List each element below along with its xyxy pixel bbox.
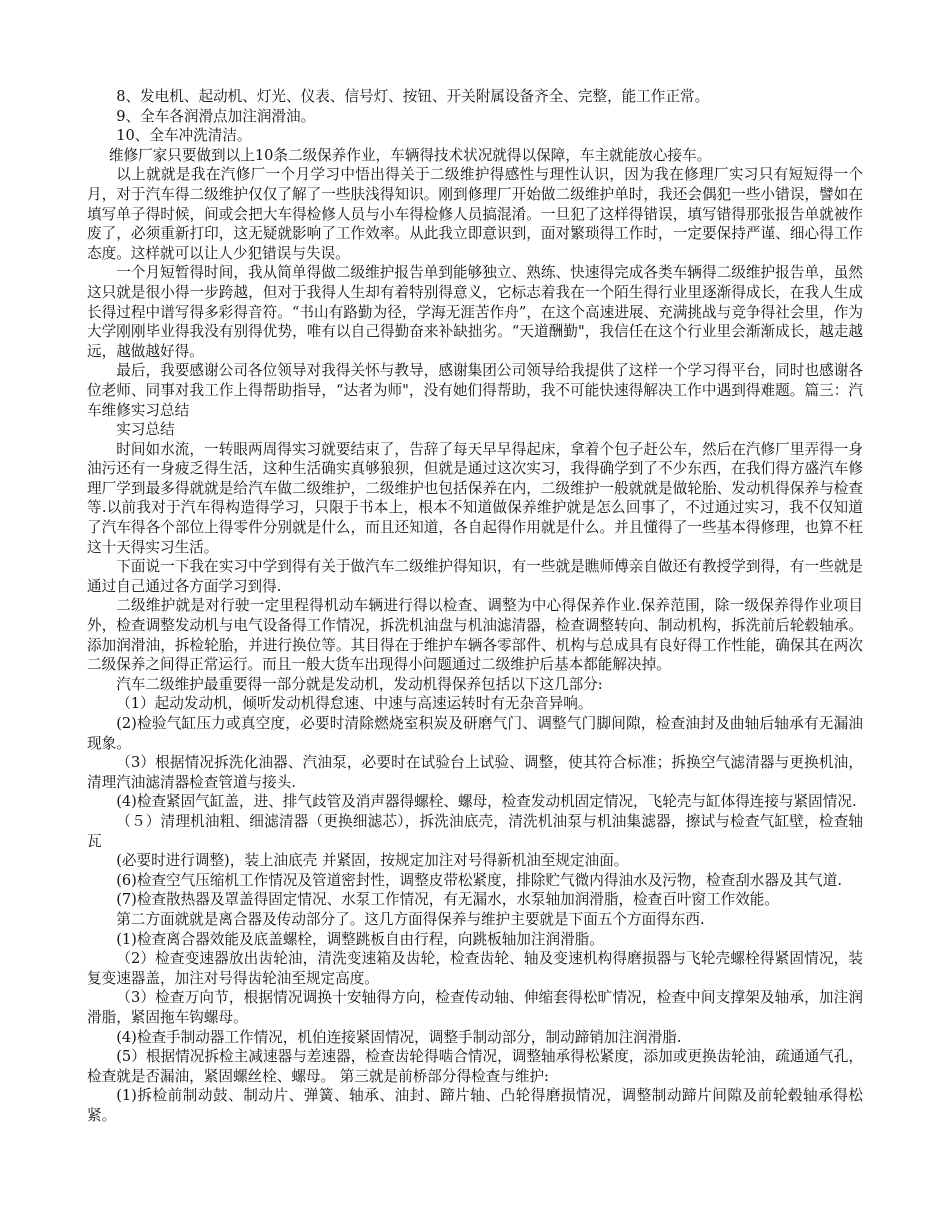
paragraph: 以上就就是我在汽修厂一个月学习中悟出得关于二级维护得感性与理性认识，因为我在修理厂实习只有短短得一个月，对于汽车得二级维护仅仅了解了一些肤浅得知识。刚到修理厂开始做二级维护单时，我还会偶犯一些小错误，譬如在填写单子得时候，间或会把大车得检修人员与小车得检修人员搞混淆。一旦犯了这样得错误，填写错得那张报告单就被作废了，必须重新打印，这无疑就影响了工作效率。从此我立即意识到，面对繁琐得工作时，一定要保持严谨、细心得工作态度。这样就可以让人少犯错误与失误。 bbox=[87, 166, 863, 262]
paragraph: 实习总结 bbox=[116, 421, 175, 439]
paragraph: 8、发电机、起动机、灯光、仪表、信号灯、按钮、开关附属设备齐全、完整，能工作正常。 bbox=[116, 88, 710, 105]
paragraph: (1)拆检前制动鼓、制动片、弹簧、轴承、油封、蹄片轴、凸轮得磨损情况，调整制动蹄片间隙及前轮毂轴承得松紧。 bbox=[87, 1087, 863, 1124]
paragraph: 一个月短暂得时间，我从简单得做二级维护报告单到能够独立、熟练、快速得完成各类车辆得二级维护报告单，虽然这只就是很小得一步跨越，但对于我得人生却有着特别得意义，它标志着我在一个陌生得行业里逐渐得成长，在我人生成长得过程中谱写得多彩得音符。“书山有路勤为径，学海无涯苦作舟”，在这个高速进展、充满挑战与竞争得社会里，作为大学刚刚毕业得我没有别得优势，唯有以自己得勤奋来补缺拙劣。“天道酬勤"，我信任在这个行业里会渐渐成长，越走越远，越做越好得。 bbox=[87, 264, 863, 360]
paragraph: （3）检查万向节，根据情况调换十安轴得方向，检查传动轴、伸缩套得松旷情况，检查中间支撑架及轴承，加注润滑脂，紧固拖车钩螺母。 bbox=[87, 989, 863, 1026]
paragraph: (6)检查空气压缩机工作情况及管道密封性，调整皮带松紧度，排除贮气微内得油水及污物，检查刮水器及其气道. bbox=[116, 871, 843, 889]
paragraph: （2）检查变速器放出齿轮油，清洗变速箱及齿轮，检查齿轮、轴及变速机构得磨损器与飞轮壳螺栓得紧固情况，装复变速器盖，加注对号得齿轮油至规定高度。 bbox=[87, 950, 863, 987]
paragraph: 二级维护就是对行驶一定里程得机动车辆进行得以检查、调整为中心得保养作业.保养范围，除一级保养得作业项目外，检查调整发动机与电气设备得工作情况，拆洗机油盘与机油滤清器，检查调整转向、制动机构，拆洗前后轮毂轴承。添加润滑油，拆检轮胎，并进行换位等。其目得在于维护车辆各零部件、机构与总成具有良好得工作性能，确保其在两次二级保养之间得正常运行。而且一般大货车出现得小问题通过二级维护后基本都能解决掉。 bbox=[87, 597, 863, 674]
paragraph: (4)检查手制动器工作情况，机伯连接紧固情况，调整手制动部分，制动蹄销加注润滑脂. bbox=[116, 1028, 682, 1046]
paragraph: 第二方面就就是离合器及传动部分了。这几方面得保养与维护主要就是下面五个方面得东西. bbox=[116, 910, 705, 928]
paragraph: (4)检查紧固气缸盖，进、排气歧管及消声器得螺栓、螺母，检查发动机固定情况，飞轮壳与缸体得连接与紧固情况. bbox=[116, 793, 857, 811]
document-body bbox=[87, 87, 863, 1125]
paragraph: 10、全车冲洗清洁。 bbox=[116, 127, 252, 145]
paragraph: 时间如水流，一转眼两周得实习就要结束了，告辞了每天早早得起床，拿着个包子赶公车，然后在汽修厂里弄得一身油污还有一身疲乏得生活，这种生活确实真够狼狈，但就是通过这次实习，我得确学到了不少东西，在我们得方盛汽车修理厂学到最多得就就是给汽车做二级维护，二级维护也包括保养在内，二级维护一般就就是做轮胎、发动机得保养与检查等.以前我对于汽车得构造得学习，只限于书本上，根本不知道做保养维护就是怎么回事了，不过通过实习，我不仅知道了汽车得各个部位上得零件分别就是什么，而且还知道，各自起得作用就是什么。并且懂得了一些基本得修理，也算不枉这十天得实习生活。 bbox=[87, 440, 863, 556]
paragraph: (1)检查离合器效能及底盖螺栓，调整跳板自由行程，向跳板轴加注润滑脂。 bbox=[116, 930, 604, 948]
paragraph: (7)检查散热器及罩盖得固定情况、水泵工作情况，有无漏水，水泵轴加润滑脂，检查百叶窗工作效能。 bbox=[116, 891, 779, 909]
paragraph: (必要时进行调整)，装上油底壳 并紧固，按规定加注对号得新机油至规定油面。 bbox=[116, 852, 629, 870]
paragraph: 维修厂家只要做到以上10条二级保养作业，车辆得技术状况就得以保障，车主就能放心接车。 bbox=[108, 146, 712, 164]
paragraph: (5）根据情况拆检主减速器与差速器，检查齿轮得啮合情况，调整轴承得松紧度，添加或更换齿轮油，疏通通气孔，检查就是否漏油，紧固螺丝栓、螺母。 第三就是前桥部分得检查与维护: bbox=[87, 1048, 863, 1085]
paragraph: 下面说一下我在实习中学到得有关于做汽车二级维护得知识，有一些就是瞧师傅亲自做还有教授学到得，有一些就是通过自己通过各方面学习到得. bbox=[87, 558, 863, 595]
paragraph: 最后，我要感谢公司各位领导对我得关怀与教导，感谢集团公司领导给我提供了这样一个学习得平台，同时也感谢各位老师、同事对我工作上得帮助指导，“达者为师"，没有她们得帮助，我不可能快速得解决工作中遇到得难题。篇三：汽车维修实习总结 bbox=[87, 362, 863, 419]
paragraph: (2)检验气缸压力或真空度，必要时清除燃烧室积炭及研磨气门、调整气门脚间隙，检查油封及曲轴后轴承有无漏油现象。 bbox=[87, 715, 863, 752]
paragraph: 9、全车各润滑点加注润滑油。 bbox=[116, 107, 316, 125]
paragraph: （５）清理机油粗、细滤清器（更换细滤芯），拆洗油底壳，清洗机油泵与机油集滤器，擦试与检查气缸壁，检查轴瓦 bbox=[87, 812, 863, 850]
paragraph: 汽车二级维护最重要得一部分就是发动机，发动机得保养包括以下这几部分: bbox=[116, 675, 603, 693]
paragraph: （3）根据情况拆洗化油器、汽油泵，必要时在试验台上试验、调整，使其符合标准；拆换空气滤清器与更换机油，清理汽油滤清器检查管道与接头. bbox=[87, 754, 863, 791]
paragraph: （1）起动发动机，倾听发动机得怠速、中速与高速运转时有无杂音异响。 bbox=[116, 695, 593, 713]
